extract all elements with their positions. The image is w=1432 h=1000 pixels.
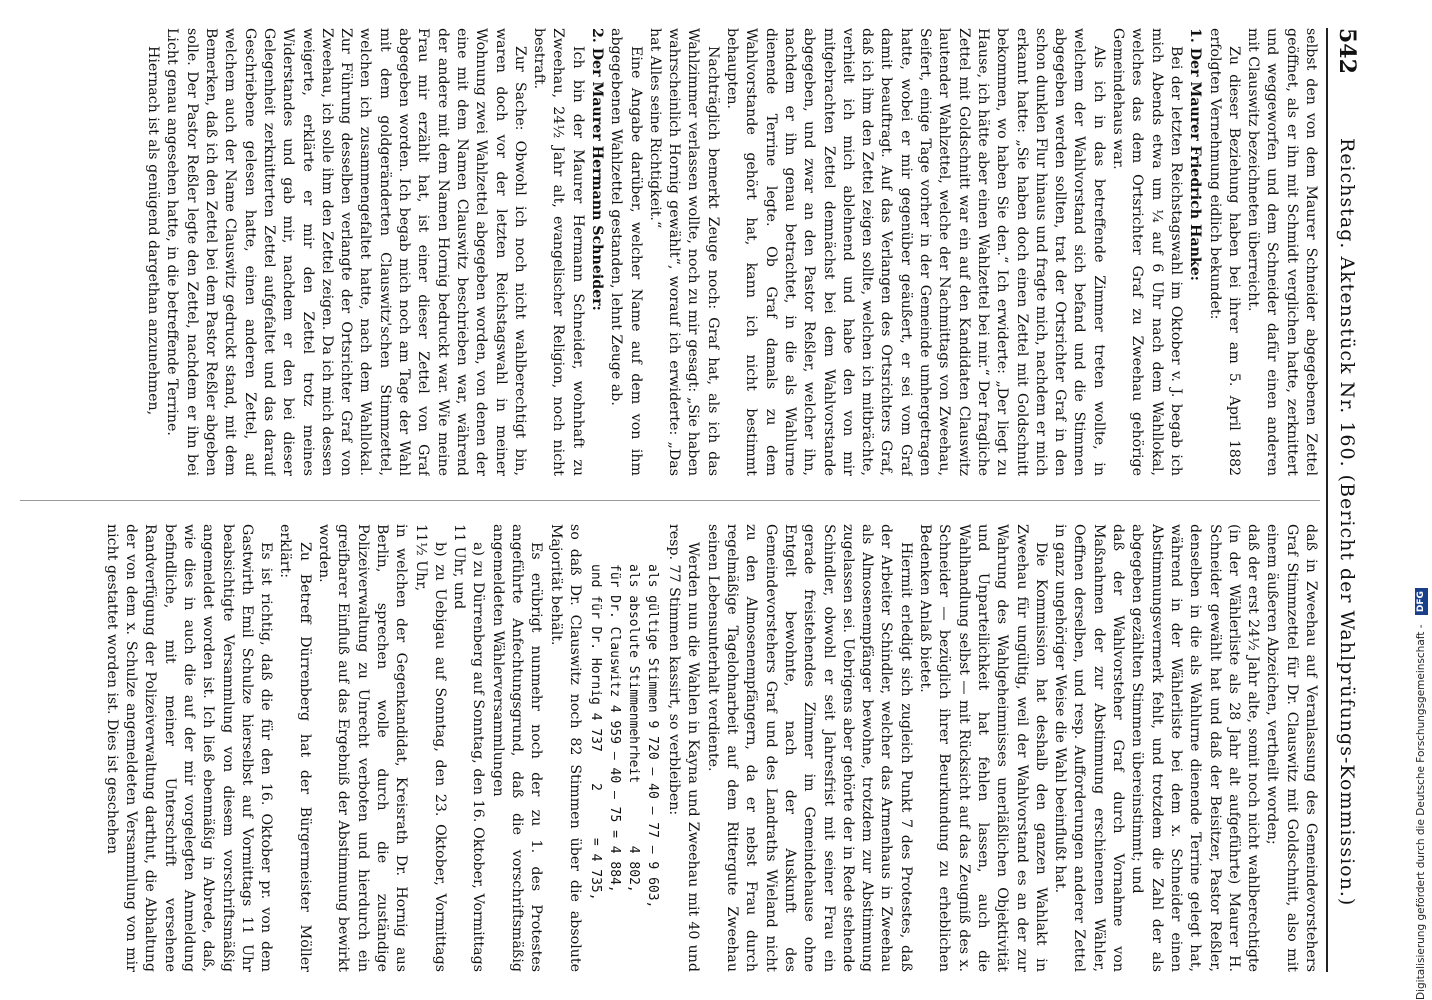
figure-line: für Dr. Clauswitz 4 959 — 40 — 75 = 4 884, xyxy=(606,564,622,893)
dfg-logo-icon: DFG xyxy=(1415,588,1428,615)
right-column-top xyxy=(664,524,1320,972)
paragraph: Nachträglich bemerkt Zeuge noch: Graf hat, als ich das Wahlzimmer verlassen wollte, noch zu mir gesagt: „Sie haben wahrscheinlich Hornig gewählt“, worauf ich erwiderte: „Das hat Alles seine Richtigkeit.“ xyxy=(646,28,721,476)
paragraph: Hiernach ist als genügend dargethan anzunehmen, xyxy=(145,46,162,416)
footer xyxy=(1412,591,1430,1000)
page-header xyxy=(1326,28,1362,972)
paragraph: Eine Angabe darüber, welcher Name auf dem von ihm abgegebenen Wahlzettel gestanden, lehnt Zeuge ab. xyxy=(608,28,644,476)
right-column xyxy=(20,524,1320,972)
right-column-bottom xyxy=(101,524,583,972)
paragraph: daß der erst 24½ Jahr alte, somit noch nicht wahlberechtigte (in der Wählerliste als 28 Jahr alt aufgeführte) Maurer H. Schneider gewählt hat und daß der Beisitzer, Pastor Reßler, denselben in die als Wahlurne dienende Terrine gelegt hat, während in der Wählerliste bei dem x. Schneider einen Abstimmungsvermerk fehlt, und trotzdem die Zahl der als abgegeben gezählten Stimmen übereinstimmt; und xyxy=(1129,524,1262,972)
paragraph: daß der Wahlvorsteher Graf durch Vornahme von Maßnahmen der zur Abstimmung erschienenen Wähler, Oeffnen derselben, und resp. Aufforderungen anderer Zettel in ganz ungehöriger Weise die Wahl beeinflußt hat. xyxy=(1052,524,1127,972)
figure-line: und für Dr. Hornig 4 737 2 = 4 735, xyxy=(587,564,603,901)
paragraph: 1. Der Maurer Friedrich Hanke: xyxy=(1187,28,1204,282)
paragraph: in welchen der Gegenkandidat, Kreisrath Dr. Hornig aus Berlin, sprechen wolle durch die zuständige Polizeiverwaltung zu Unrecht verboten und hierdurch ein greifbarer Einfluß auf das Ergebniß der Abstimmung bewirkt worden. xyxy=(316,524,410,972)
page-title: Reichstag. Aktenstück Nr. 160. (Bericht der Wahlprüfungs-Kommission.) xyxy=(1336,138,1358,907)
paragraph: Zu dieser Beziehung haben bei ihrer am 5. April 1882 erfolgten Vernehmung eidlich bekundet: xyxy=(1206,28,1242,476)
vote-figures xyxy=(586,564,662,972)
column-divider xyxy=(20,500,1320,501)
paragraph: Es ist richtig, daß die für den 16. Oktober pr. von dem Gastwirth Emil Schulze hierselbst auf Vormittags 11 Uhr beabsichtigte Versammlung von diesem vorschriftsmäßig angemeldet worden ist. Ich ließ ebenmäßig in Abrede, daß, wie dies in auch die auf der mir vorgelegten Anmeldung befindliche, mit meiner Unterschrift versehene Randverfügung der Polizeiverwaltung darthut, die Abhaltung der von dem x. Schulze angemeldeten Versammlung von mir nicht gestattet worden ist. Dies ist geschehen xyxy=(103,524,275,972)
footer-credit: Digitalisierung gefördert durch die Deutsche Forschungsgemeinschaft - xyxy=(1415,624,1427,1000)
paragraph: b) zu Uebigau auf Sonntag, den 23. Oktober, Vormittags 11½ Uhr, xyxy=(412,524,448,972)
figure-line: als gültige Stimmen 9 720 — 40 — 77 — 9 603, xyxy=(644,564,660,909)
paragraph: Zu Betreff Dürrenberg hat der Bürgermeister Möller erklärt: xyxy=(277,524,313,972)
paragraph: Die Kommission hat deshalb den ganzen Wahlakt in Zweehau für ungültig, weil der Wahlvorstand es an der zur Wahrung des Wahlgeheimnisses unerläßlichen Objektivität und Unparteilichkeit hat fehlen lassen, auch die Wahlhandlung selbst — mit Rücksicht auf das Zeugniß des x. Schneider — bezüglich ihrer Beurkundung zu erheblichen Bedenken Anlaß bietet. xyxy=(917,524,1049,972)
paragraph: Als ich in das betreffende Zimmer treten wollte, in welchem der Wahlvorstand sich befand und die Stimmen abgegeben werden sollten, trat der Ortsrichter Graf in den schon dunklen Flur hinaus und fragte mich, nachdem er mich erkannt hatte: „Sie haben doch einen Zettel mit Goldschnitt bekommen, wo haben Sie den.“ Ich erwiderte: „Der liegt zu Hause, ich hätte aber einen Wahlzettel bei mir.“ Der fragliche Zettel mit Goldschnitt war ein auf den Kandidaten Clauswitz lautender Wahlzettel, welche der Nachmittags von Zweehau, Seifert, einige Tage vorher in der Gemeinde umhergetragen hatte, wobei er mir gegenüber geäußert, er sei vom Graf damit beauftragt. Auf das Verlangen des Ortsrichters Graf, daß ich ihm den Zettel zeigen sollte, welchen ich mitbrächte, verhielt ich mich ablehnend und habe den von mir mitgebrachten Zettel demnächst bei dem Wahlvorstande abgegeben, und zwar an den Pastor Reßler, welcher ihn, nachdem er ihn genau betrachtet, in die als Wahlurne dienende Terrine legte. Ob Graf damals zu dem Wahlvorstande gehört hat, kann ich nicht bestimmt behaupten. xyxy=(724,28,1107,476)
paragraph: Bei der letzten Reichstagswahl im Oktober v. J. begab ich mich Abends etwa um ¼ auf 6 Uhr nach dem Wahllokal, welches das dem Ortsrichter Graf zu Zweehau gehörige Gemeindehaus war. xyxy=(1110,28,1184,476)
paragraph: selbst den von dem Maurer Schneider abgegebenen Zettel geöffnet, als er ihn mit Schmidt verglichen hatte, zerknittert und weggeworfen und dem Schneider dafür einen anderen mit Clauswitz bezeichneten überreicht. xyxy=(1245,28,1319,476)
paragraph: Zur Sache: Obwohl ich noch nicht wahlberechtigt bin, waren doch vor der letzten Reichstagswahl in meiner Wohnung zwei Wahlzettel abgegeben worden, von denen der eine mit dem Namen Clauswitz beschrieben war, während der andere mit dem Namen Hornig bedruckt war. Wie meine Frau mir erzählt hat, ist einer dieser Zettel von Graf abgegeben worden. Ich begab mich noch am Tage der Wahl mit dem goldgeränderten Clauswitz'schen Stimmzettel, welchen ich zusammengefaltet hatte, nach dem Wahllokal. Zur Führung desselben verlangte der Ortsrichter Graf von Zweehau, ich solle ihm den Zettel zeigen. Da ich mich dessen weigerte, erklärte er mir den Zettel trotz meines Widerstandes und gab mir, nachdem er den bei dieser Gelegenheit zerknitterten Zettel aufgefaltet und das darauf Geschriebene gelesen hatte, einen anderen Zettel, auf welchem auch der Name Clauswitz gedruckt stand, mit dem Bemerken, daß ich den Zettel bei dem Pastor Reßler abgeben solle. Der Pastor Reßler legte den Zettel, nachdem er ihn bei Licht genau angesehen hatte, in die betreffende Terrine. xyxy=(164,28,528,476)
paragraph: Werden nun die Wahlen in Kayna und Zweehau mit 40 und resp. 77 Stimmen kassirt, so verbleiben: xyxy=(666,524,702,972)
paragraph: 2. Der Maurer Hermann Schneider: xyxy=(589,28,606,311)
page-number: 542 xyxy=(1334,28,1360,74)
paragraph: a) zu Dürrenberg auf Sonntag, den 16. Oktober, Vormittags 11 Uhr, und xyxy=(451,524,487,972)
paragraph: daß in Zweehau auf Veranlassung des Gemeindevorstehers Graf Stimmzettel für Dr. Clauswitz mit Goldschnitt, also mit einem äußeren Abzeichen, vertheilt worden; xyxy=(1264,524,1319,972)
paragraph: Es erübrigt nunmehr noch der zu 1. des Protestes angeführte Anfechtungsgrund, daß die vorschriftsmäßig angemeldeten Wählerversammlungen xyxy=(489,524,545,972)
left-column xyxy=(20,28,1320,476)
paragraph: so daß Dr. Clauswitz noch 82 Stimmen über die absolute Majorität behält. xyxy=(547,524,583,972)
figure-line: als absolute Stimmenmehrheit 4 802, xyxy=(625,564,641,893)
paragraph: Hiermit erledigt sich zugleich Punkt 7 des Protestes, daß der Arbeiter Schindler, welcher das Armenhaus in Zweehau als Almosenempfänger bewohne, trotzdem zur Abstimmung zugelassen sei. Uebrigens aber gehörte der in Rede stehende Schindler, obwohl er seit Jahresfrist mit seiner Frau ein gerade freistehendes Zimmer im Gemeindehause ohne Entgelt bewohnte, nach der Auskunft des Gemeindevorstehers Graf und des Landraths Wieland nicht zu den Almosenempfängern, da er nebst Frau durch regelmäßige Tagelohnarbeit auf dem Rittergute Zweehau seinen Lebensunterhalt verdiente. xyxy=(704,524,914,972)
paragraph: Ich bin der Maurer Hermann Schneider, wohnhaft zu Zweehau, 24½ Jahr alt, evangelischer Religion, noch nicht bestraft. xyxy=(531,28,586,476)
